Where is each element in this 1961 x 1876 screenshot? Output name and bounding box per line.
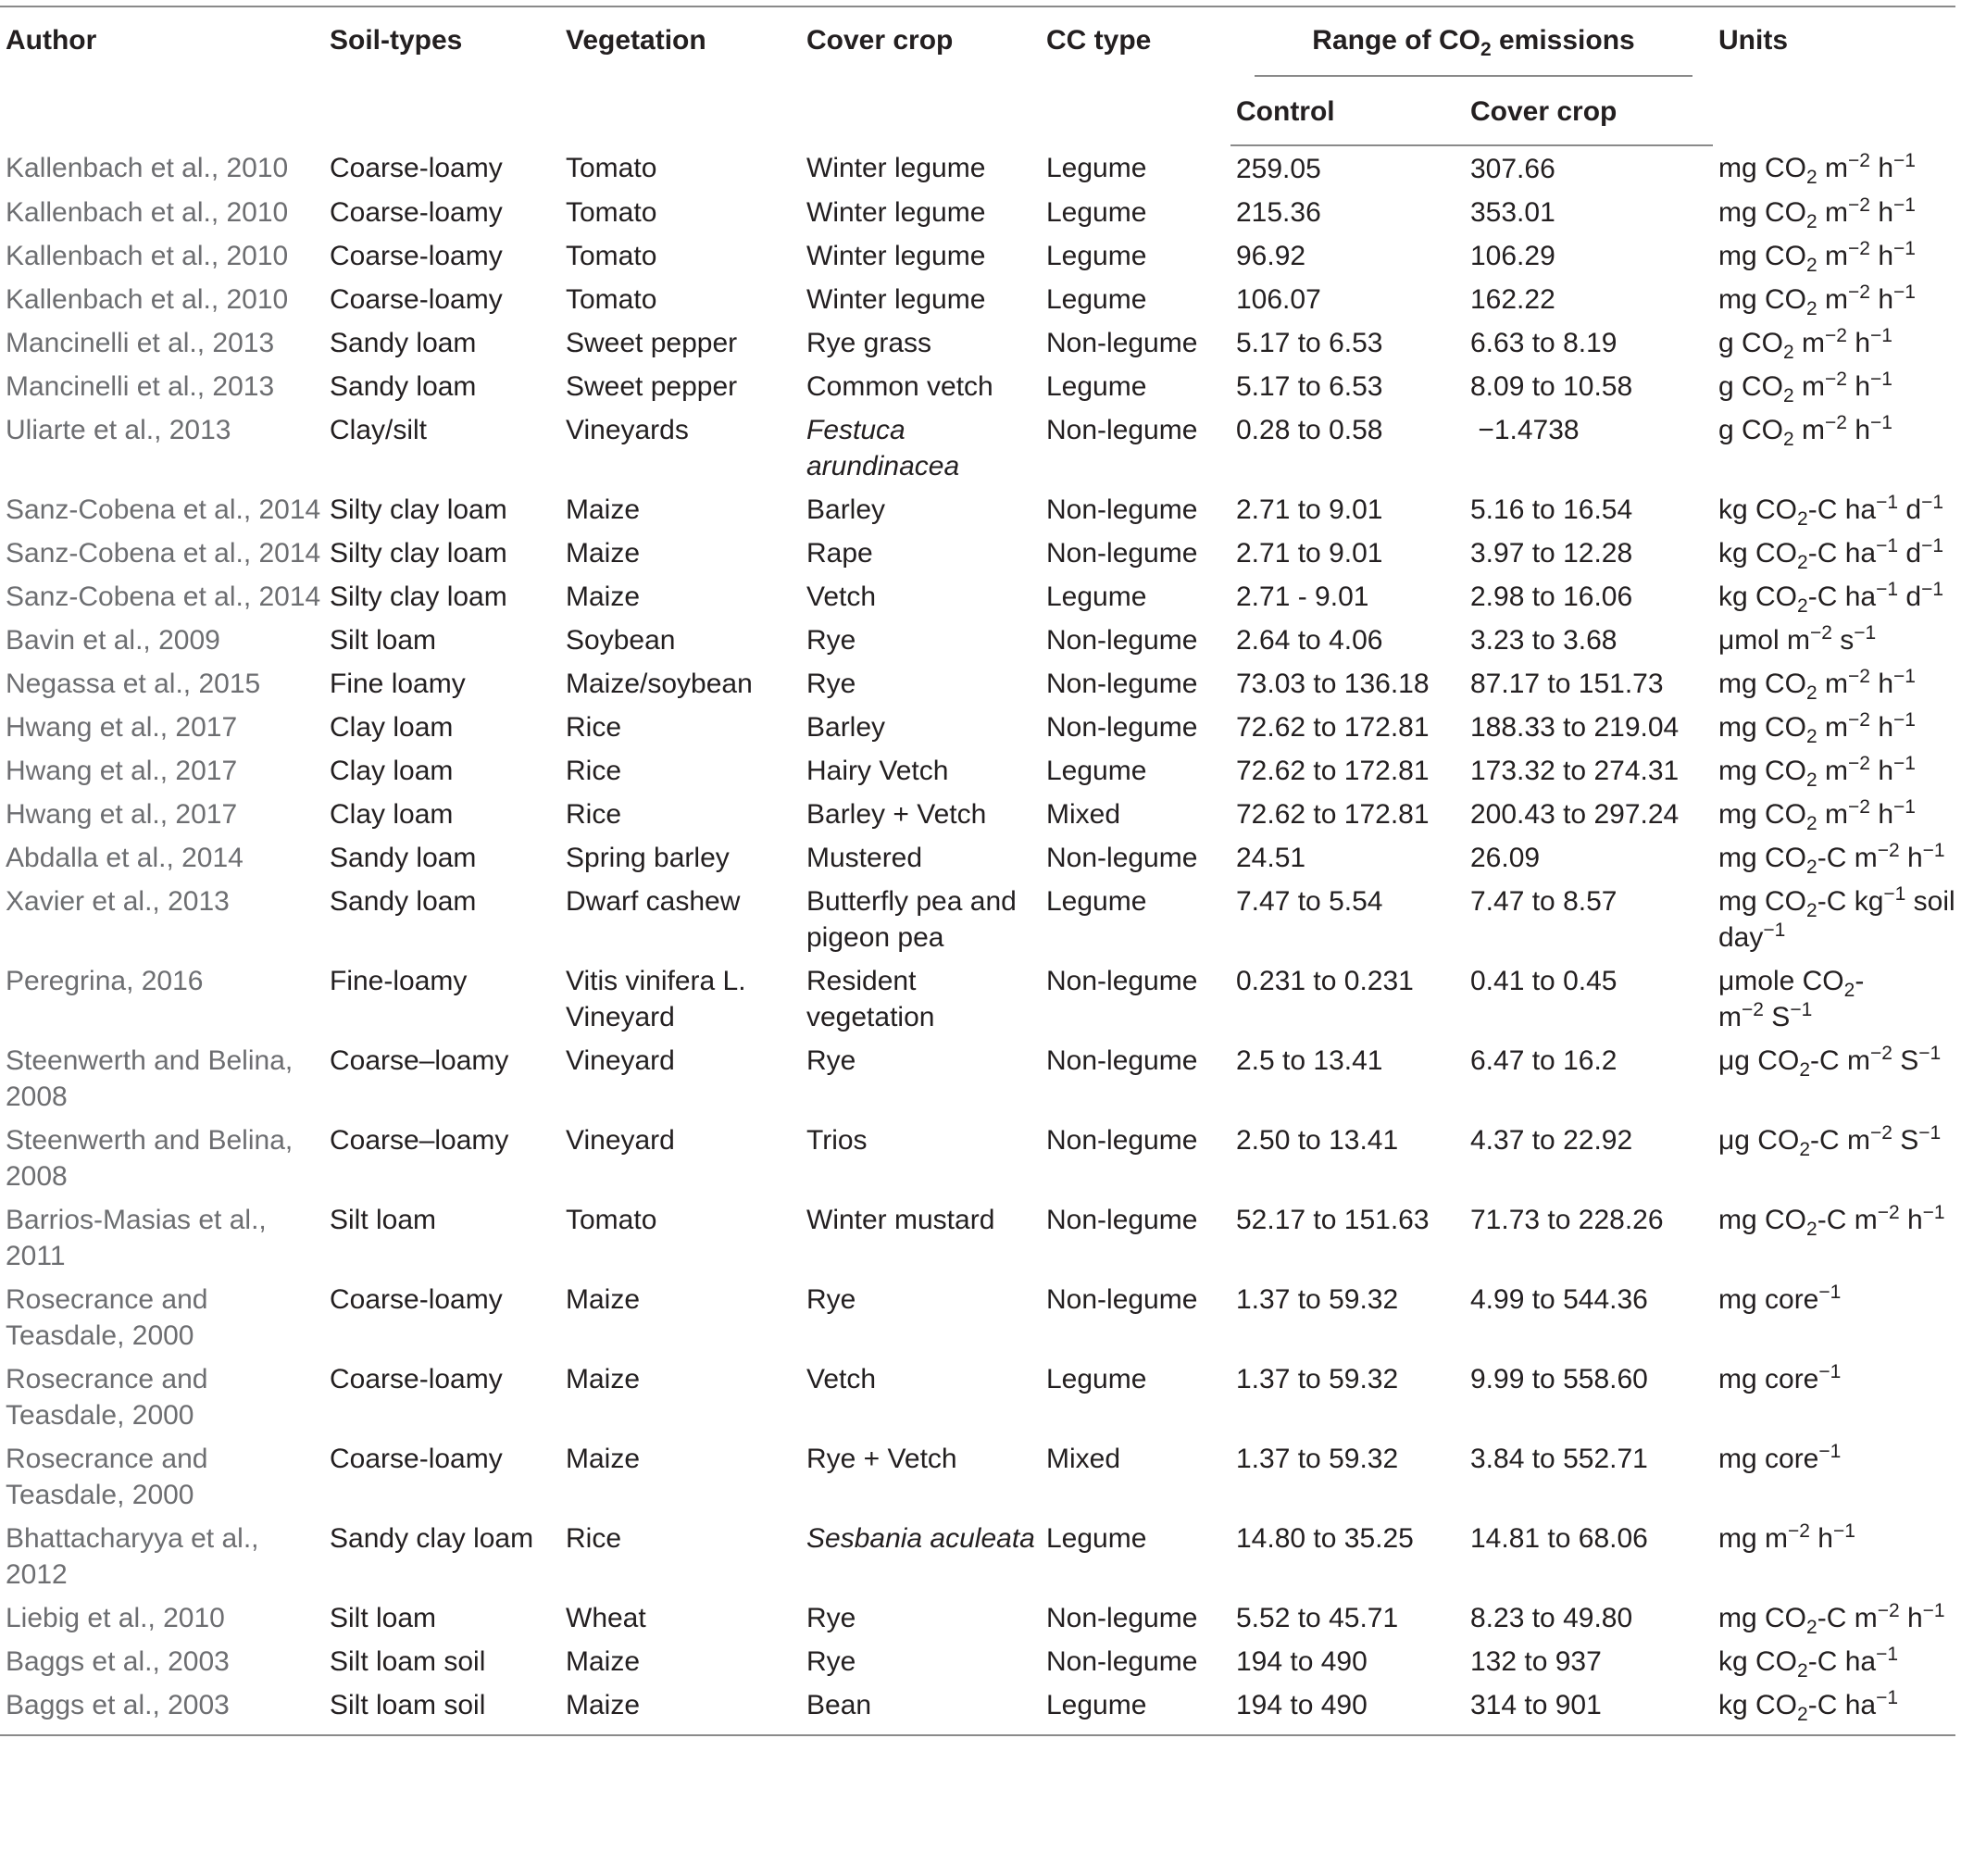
cell-units: mg $CO_2-C$ $m^{-2}$ $h^{-1}$ [1718, 1600, 1945, 1638]
cell-cover-crop: Common vetch [806, 371, 993, 402]
cell-control: 72.62 to 172.81 [1236, 799, 1430, 830]
cell-cc-type: Non-legume [1046, 494, 1198, 525]
cell-units: mg $m^{-2}$ $h^{-1}$ [1718, 1520, 1855, 1554]
cell-soil: Clay/silt [330, 415, 428, 445]
table-row [0, 364, 1955, 407]
cell-cc-type: Non-legume [1046, 1284, 1198, 1315]
header-cover: Cover crop [1465, 77, 1713, 145]
cell-cover-crop: Sesbania aculeata [806, 1523, 1035, 1554]
cell-author: Bhattacharyya et al., 2012 [6, 1523, 259, 1590]
cell-vegetation: Rice [566, 799, 622, 830]
cell-soil: Fine loamy [330, 669, 466, 699]
cell-author: Steenwerth and Belina, 2008 [6, 1125, 294, 1192]
cell-soil: Silt loam [330, 1603, 437, 1633]
cell-cover: 5.16 to 16.54 [1470, 494, 1633, 525]
cell-vegetation: Maize [566, 582, 641, 612]
cell-vegetation: Rice [566, 1523, 622, 1554]
cell-cover: 2.98 to 16.06 [1470, 582, 1633, 612]
cell-vegetation: Maize [566, 1444, 641, 1474]
cell-author: Rosecrance and Teasdale, 2000 [6, 1444, 208, 1510]
cell-cover: 307.66 [1470, 154, 1555, 184]
cell-soil: Silt loam soil [324, 1682, 560, 1735]
cell-control: 24.51 [1236, 843, 1306, 873]
cell-cover-crop: Mustered [806, 843, 923, 873]
cell-control: 96.92 [1236, 241, 1306, 271]
cell-control: 2.50 to 13.41 [1236, 1125, 1399, 1156]
cell-cover: 87.17 to 151.73 [1470, 669, 1664, 699]
cell-control: 14.80 to 35.25 [1236, 1523, 1414, 1554]
cell-cc-type: Legume [1046, 1523, 1147, 1554]
cell-soil: Sandy loam [330, 886, 477, 917]
cell-units: mg $CO_2$ $m^{-2}$ $h^{-1}$ [1718, 666, 1916, 704]
cell-cc-type: Legume [1046, 886, 1147, 917]
table-row [0, 190, 1955, 233]
cell-author: Kallenbach et al., 2010 [6, 153, 289, 183]
cell-author: Hwang et al., 2017 [6, 712, 238, 743]
cell-cover: 3.97 to 12.28 [1470, 538, 1633, 569]
cell-author: Xavier et al., 2013 [6, 886, 230, 917]
cell-units: μmol $m^{-2}$ $s^{-1}$ [1718, 622, 1877, 656]
table-row [0, 835, 1955, 879]
cell-cover: 4.99 to 544.36 [1470, 1284, 1648, 1315]
header-author: Author [0, 6, 324, 145]
cell-cover-crop: Resident vegetation [806, 966, 935, 1032]
cell-soil: Silty clay loam [330, 538, 507, 569]
cell-soil: Coarse-loamy [330, 1364, 503, 1394]
cell-cc-type: Non-legume [1046, 538, 1198, 569]
cell-control: 2.64 to 4.06 [1236, 625, 1383, 656]
cell-cc-type: Legume [1041, 1682, 1230, 1735]
table-body [0, 145, 1955, 1735]
table-row [0, 748, 1955, 792]
cell-vegetation: Vineyard [566, 1045, 675, 1076]
cell-units: mg core$^{-1}$ [1718, 1361, 1842, 1394]
cell-cover: 132 to 937 [1470, 1646, 1602, 1677]
cell-units: mg $CO_2$ $m^{-2}$ $h^{-1}$ [1718, 150, 1916, 188]
cell-cover: 3.84 to 552.71 [1470, 1444, 1648, 1474]
cell-vegetation: Dwarf cashew [566, 886, 741, 917]
cell-author: Negassa et al., 2015 [6, 669, 261, 699]
cell-vegetation: Maize [566, 1646, 641, 1677]
cell-vegetation: Maize [566, 538, 641, 569]
cell-vegetation: Tomato [566, 1205, 657, 1235]
cell-soil: Clay loam [330, 712, 454, 743]
cell-control: 259.05 [1236, 154, 1321, 184]
cell-author: Liebig et al., 2010 [6, 1603, 225, 1633]
table-row [0, 792, 1955, 835]
cell-cover-crop: Rye [806, 625, 856, 656]
cell-units: μg $CO_2-C$ $m^{-2}$ $S^{-1}$ [1718, 1122, 1942, 1160]
cell-cover-crop: Winter legume [806, 284, 986, 315]
cell-cover-crop: Winter legume [806, 153, 986, 183]
cell-cover-crop: Vetch [806, 1364, 877, 1394]
cell-control: 1.37 to 59.32 [1236, 1364, 1399, 1394]
table-row [0, 1038, 1955, 1118]
cell-author: Sanz-Cobena et al., 2014 [6, 538, 321, 569]
table-row [0, 1682, 1955, 1735]
cell-vegetation: Soybean [566, 625, 676, 656]
cell-cover: 6.47 to 16.2 [1470, 1045, 1618, 1076]
cell-units: g $CO_2$ $m^{-2}$ $h^{-1}$ [1718, 412, 1892, 450]
cell-control: 2.5 to 13.41 [1236, 1045, 1383, 1076]
cell-cc-type: Non-legume [1046, 669, 1198, 699]
cell-author: Baggs et al., 2003 [6, 1646, 230, 1677]
cell-author: Kallenbach et al., 2010 [6, 241, 289, 271]
cell-cover: 353.01 [1470, 197, 1555, 228]
header-range-co2 [1230, 6, 1713, 77]
cell-soil: Coarse-loamy [330, 1284, 503, 1315]
cell-author: Hwang et al., 2017 [6, 756, 238, 786]
cell-vegetation: Wheat [566, 1603, 646, 1633]
cell-cover: 200.43 to 297.24 [1470, 799, 1680, 830]
cell-units: mg core$^{-1}$ [1718, 1441, 1842, 1474]
header-range-suffix: emissions [1491, 25, 1635, 56]
cell-vegetation: Maize [566, 1364, 641, 1394]
cell-control: 5.52 to 45.71 [1236, 1603, 1399, 1633]
cell-cover-crop: Butterfly pea and pigeon pea [806, 886, 1017, 953]
table-row [0, 1516, 1955, 1595]
cell-vegetation: Vineyard [566, 1125, 675, 1156]
cell-cover: 14.81 to 68.06 [1470, 1523, 1648, 1554]
table-row [0, 1197, 1955, 1277]
cell-soil: Coarse-loamy [330, 241, 503, 271]
cell-units: mg $CO_2-C$ $m^{-2}$ $h^{-1}$ [1718, 840, 1945, 878]
cell-author: Bavin et al., 2009 [6, 625, 220, 656]
cell-cover: 0.41 to 0.45 [1470, 966, 1618, 996]
cell-cover: 8.09 to 10.58 [1470, 371, 1633, 402]
cell-cover-crop: Rye [806, 1603, 856, 1633]
cell-cover: 26.09 [1470, 843, 1541, 873]
cell-control: 215.36 [1236, 197, 1321, 228]
cell-vegetation: Sweet pepper [566, 328, 738, 358]
cell-vegetation: Tomato [566, 197, 657, 228]
cell-vegetation: Tomato [566, 284, 657, 315]
cell-cc-type: Non-legume [1046, 328, 1198, 358]
cell-units: mg $CO_2$ $m^{-2}$ $h^{-1}$ [1718, 194, 1916, 232]
cell-cc-type: Legume [1046, 153, 1147, 183]
cell-control: 73.03 to 136.18 [1236, 669, 1430, 699]
cell-vegetation: Sweet pepper [566, 371, 738, 402]
cell-cover: 9.99 to 558.60 [1470, 1364, 1648, 1394]
cell-vegetation: Rice [566, 756, 622, 786]
cell-vegetation: Vitis vinifera L. Vineyard [566, 966, 746, 1032]
cell-cover-crop: Bean [801, 1682, 1041, 1735]
cell-units: kg $CO_2-C$ $ha^{-1}$ [1713, 1682, 1955, 1735]
cell-cover-crop: Rye + Vetch [806, 1444, 957, 1474]
cell-vegetation: Tomato [566, 241, 657, 271]
cell-vegetation: Maize/soybean [566, 669, 753, 699]
cell-vegetation: Rice [566, 712, 622, 743]
cell-vegetation: Tomato [566, 153, 657, 183]
cell-units: kg $CO_2-C$ $ha^{-1}$ $d^{-1}$ [1718, 535, 1944, 573]
cell-cc-type: Legume [1046, 582, 1147, 612]
cell-control: 194 to 490 [1236, 1646, 1368, 1677]
cell-cover: 8.23 to 49.80 [1470, 1603, 1633, 1633]
table-row [0, 879, 1955, 958]
cell-cc-type: Non-legume [1046, 712, 1198, 743]
cell-vegetation: Maize [566, 494, 641, 525]
cell-cover: 188.33 to 219.04 [1470, 712, 1680, 743]
cell-cc-type: Non-legume [1046, 1603, 1198, 1633]
cell-cc-type: Non-legume [1046, 625, 1198, 656]
table-row [0, 661, 1955, 705]
cell-soil: Silty clay loam [330, 582, 507, 612]
cell-author: Rosecrance and Teasdale, 2000 [6, 1284, 208, 1351]
header-units: Units [1713, 6, 1955, 145]
cell-soil: Silt loam soil [330, 1646, 486, 1677]
cell-cover-crop: Rye [806, 1646, 856, 1677]
cell-cover-crop: Festuca arundinacea [806, 415, 960, 482]
cell-units: μmole $CO_2-$ $m^{-2}$ $S^{-1}$ [1718, 966, 1865, 1032]
cell-cc-type: Legume [1046, 1364, 1147, 1394]
cell-soil: Clay loam [330, 799, 454, 830]
cell-control: 1.37 to 59.32 [1236, 1444, 1399, 1474]
cell-cc-type: Non-legume [1046, 1205, 1198, 1235]
cell-cc-type: Mixed [1046, 1444, 1121, 1474]
table-row [0, 1118, 1955, 1197]
cell-cover: 3.23 to 3.68 [1470, 625, 1618, 656]
cell-cover-crop: Rye [806, 1284, 856, 1315]
cell-vegetation: Maize [560, 1682, 801, 1735]
cell-cover: −1.4738 [1470, 415, 1580, 445]
cell-cover: 314 to 901 [1465, 1682, 1713, 1735]
cell-soil: Silt loam [330, 625, 437, 656]
cell-cc-type: Non-legume [1046, 966, 1198, 996]
cell-author: Hwang et al., 2017 [6, 799, 238, 830]
cell-cover-crop: Winter legume [806, 197, 986, 228]
cell-vegetation: Maize [566, 1284, 641, 1315]
cell-author: Peregrina, 2016 [6, 966, 204, 996]
cell-units: μg $CO_2-C$ $m^{-2}$ $S^{-1}$ [1718, 1043, 1942, 1081]
cell-cover-crop: Winter legume [806, 241, 986, 271]
table-row [0, 487, 1955, 531]
cell-soil: Coarse-loamy [330, 284, 503, 315]
cell-control: 5.17 to 6.53 [1236, 371, 1383, 402]
cell-cover-crop: Trios [806, 1125, 868, 1156]
cell-control: 0.231 to 0.231 [1236, 966, 1414, 996]
cell-cc-type: Mixed [1046, 799, 1121, 830]
cell-author: Sanz-Cobena et al., 2014 [6, 494, 321, 525]
cell-units: mg $CO_2$ $m^{-2}$ $h^{-1}$ [1718, 753, 1916, 791]
cell-cover-crop: Rye grass [806, 328, 932, 358]
cell-units: kg $CO_2-C$ $ha^{-1}$ $d^{-1}$ [1718, 579, 1944, 617]
table-row [0, 705, 1955, 748]
cell-cover: 162.22 [1470, 284, 1555, 315]
table-row [0, 407, 1955, 487]
cell-author: Uliarte et al., 2013 [6, 415, 231, 445]
cell-units: mg $CO_2-C$ $m^{-2}$ $h^{-1}$ [1718, 1202, 1945, 1240]
cell-cover-crop: Barley [806, 494, 886, 525]
cell-cc-type: Legume [1046, 371, 1147, 402]
cell-cover-crop: Rape [806, 538, 873, 569]
cell-cc-type: Legume [1046, 241, 1147, 271]
header-vegetation: Vegetation [560, 6, 801, 145]
cell-control: 1.37 to 59.32 [1236, 1284, 1399, 1315]
cell-cover: 4.37 to 22.92 [1470, 1125, 1633, 1156]
table-row [0, 1436, 1955, 1516]
cell-cc-type: Non-legume [1046, 415, 1198, 445]
cell-units: mg $CO_2$ $m^{-2}$ $h^{-1}$ [1718, 281, 1916, 319]
cell-cover-crop: Hairy Vetch [806, 756, 949, 786]
cell-cover-crop: Rye [806, 669, 856, 699]
cell-soil: Coarse-loamy [330, 1444, 503, 1474]
cell-cc-type: Non-legume [1046, 843, 1198, 873]
cell-soil: Coarse–loamy [330, 1045, 509, 1076]
header-cc-type: CC type [1041, 6, 1230, 145]
cell-units: mg $CO_2$ $m^{-2}$ $h^{-1}$ [1718, 709, 1916, 747]
cell-units: mg $CO_2-C$ $kg^{-1}$ soil day$^{-1}$ [1718, 883, 1955, 953]
cell-cover-crop: Vetch [806, 582, 877, 612]
cell-author: Sanz-Cobena et al., 2014 [6, 582, 321, 612]
cell-control: 106.07 [1236, 284, 1321, 315]
cell-soil: Coarse–loamy [330, 1125, 509, 1156]
cell-soil: Sandy loam [330, 371, 477, 402]
cell-author: Baggs et al., 2003 [0, 1682, 324, 1735]
cell-cover: 173.32 to 274.31 [1470, 756, 1680, 786]
table-row [0, 531, 1955, 574]
cell-cover-crop: Barley + Vetch [806, 799, 987, 830]
cell-cc-type: Non-legume [1046, 1125, 1198, 1156]
cell-control: 194 to 490 [1230, 1682, 1465, 1735]
cell-control: 2.71 to 9.01 [1236, 494, 1383, 525]
cell-cover-crop: Winter mustard [806, 1205, 995, 1235]
cell-cover: 106.29 [1470, 241, 1555, 271]
cell-cc-type: Legume [1046, 284, 1147, 315]
table-row [0, 958, 1955, 1038]
cell-author: Abdalla et al., 2014 [6, 843, 244, 873]
cell-author: Barrios-Masias et al., 2011 [6, 1205, 267, 1271]
cell-units: g $CO_2$ $m^{-2}$ $h^{-1}$ [1718, 325, 1892, 363]
table-row [0, 233, 1955, 277]
cell-cc-type: Legume [1046, 756, 1147, 786]
cell-cover-crop: Rye [806, 1045, 856, 1076]
table-row [0, 1357, 1955, 1436]
table-row [0, 574, 1955, 618]
cell-author: Kallenbach et al., 2010 [6, 284, 289, 315]
table-row [0, 145, 1955, 190]
cell-control: 7.47 to 5.54 [1236, 886, 1383, 917]
cell-soil: Sandy loam [330, 843, 477, 873]
table-row [0, 1277, 1955, 1357]
cell-units: kg $CO_2-C$ $ha^{-1}$ $d^{-1}$ [1718, 492, 1944, 530]
cell-cc-type: Non-legume [1046, 1045, 1198, 1076]
cell-soil: Sandy clay loam [330, 1523, 534, 1554]
cell-author: Mancinelli et al., 2013 [6, 371, 275, 402]
cell-author: Kallenbach et al., 2010 [6, 197, 289, 228]
cell-vegetation: Vineyards [566, 415, 689, 445]
table-row [0, 277, 1955, 320]
header-range-sub: 2 [1480, 39, 1492, 60]
cell-soil: Clay loam [330, 756, 454, 786]
cell-cover: 7.47 to 8.57 [1470, 886, 1618, 917]
table-row [0, 320, 1955, 364]
cell-units: mg core$^{-1}$ [1718, 1282, 1842, 1315]
header-cover-crop: Cover crop [801, 6, 1041, 145]
cell-units: kg $CO_2-C$ $ha^{-1}$ [1718, 1644, 1899, 1682]
cell-cc-type: Non-legume [1046, 1646, 1198, 1677]
cell-control: 0.28 to 0.58 [1236, 415, 1383, 445]
cell-soil: Sandy loam [330, 328, 477, 358]
table-row [0, 1639, 1955, 1682]
cell-control: 5.17 to 6.53 [1236, 328, 1383, 358]
table-row [0, 618, 1955, 661]
cell-author: Mancinelli et al., 2013 [6, 328, 275, 358]
table-header [0, 6, 1955, 145]
cell-vegetation: Spring barley [566, 843, 730, 873]
cell-soil: Silt loam [330, 1205, 437, 1235]
cell-cc-type: Legume [1046, 197, 1147, 228]
cell-soil: Fine-loamy [330, 966, 468, 996]
co2-emissions-table [0, 6, 1955, 1736]
cell-author: Steenwerth and Belina, 2008 [6, 1045, 294, 1112]
cell-soil: Silty clay loam [330, 494, 507, 525]
cell-soil: Coarse-loamy [330, 153, 503, 183]
cell-units: mg $CO_2$ $m^{-2}$ $h^{-1}$ [1718, 796, 1916, 834]
cell-cover: 71.73 to 228.26 [1470, 1205, 1664, 1235]
cell-author: Rosecrance and Teasdale, 2000 [6, 1364, 208, 1431]
header-range-prefix: Range of CO [1312, 25, 1480, 56]
cell-cover: 6.63 to 8.19 [1470, 328, 1618, 358]
cell-control: 2.71 to 9.01 [1236, 538, 1383, 569]
cell-soil: Coarse-loamy [330, 197, 503, 228]
cell-cover-crop: Barley [806, 712, 886, 743]
cell-units: mg $CO_2$ $m^{-2}$ $h^{-1}$ [1718, 238, 1916, 276]
header-control: Control [1230, 77, 1465, 145]
cell-units: g $CO_2$ $m^{-2}$ $h^{-1}$ [1718, 369, 1892, 406]
table-row [0, 1595, 1955, 1639]
cell-control: 52.17 to 151.63 [1236, 1205, 1430, 1235]
header-soil-types: Soil-types [324, 6, 560, 145]
cell-control: 2.71 - 9.01 [1236, 582, 1369, 612]
cell-control: 72.62 to 172.81 [1236, 712, 1430, 743]
cell-control: 72.62 to 172.81 [1236, 756, 1430, 786]
